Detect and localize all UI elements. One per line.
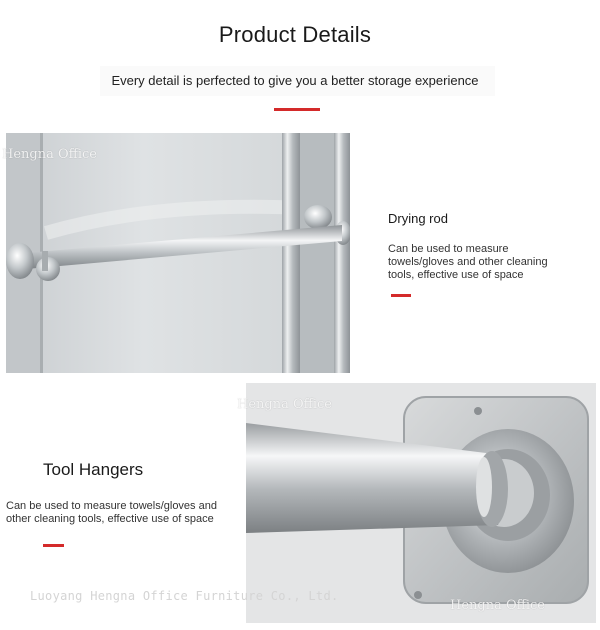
page-title: Product Details (218, 22, 372, 47)
feature-accent-bar (43, 544, 64, 547)
title-accent-bar (274, 108, 320, 111)
feature-title-tool-hangers: Tool Hangers (43, 460, 144, 479)
feature-title-drying-rod: Drying rod (388, 211, 448, 226)
watermark-hengna-office: Hengna Office (450, 598, 546, 613)
watermark-hengna-office: Hengna Office (2, 147, 98, 162)
feature-description-drying-rod: Can be used to measure towels/gloves and other cleaning tools, effective use of space (388, 243, 548, 281)
feature-description-tool-hangers: Can be used to measure towels/gloves and other cleaning tools, effective use of space (6, 500, 217, 525)
company-watermark: Luoyang Hengna Office Furniture Co., Ltd. (30, 589, 339, 603)
page-subtitle: Every detail is perfected to give you a better storage experience (111, 73, 479, 88)
watermark-hengna-office: Hengna Office (237, 397, 333, 412)
drying-rod-photo (6, 133, 350, 373)
feature-accent-bar (391, 294, 411, 297)
tool-hanger-photo (246, 383, 596, 623)
